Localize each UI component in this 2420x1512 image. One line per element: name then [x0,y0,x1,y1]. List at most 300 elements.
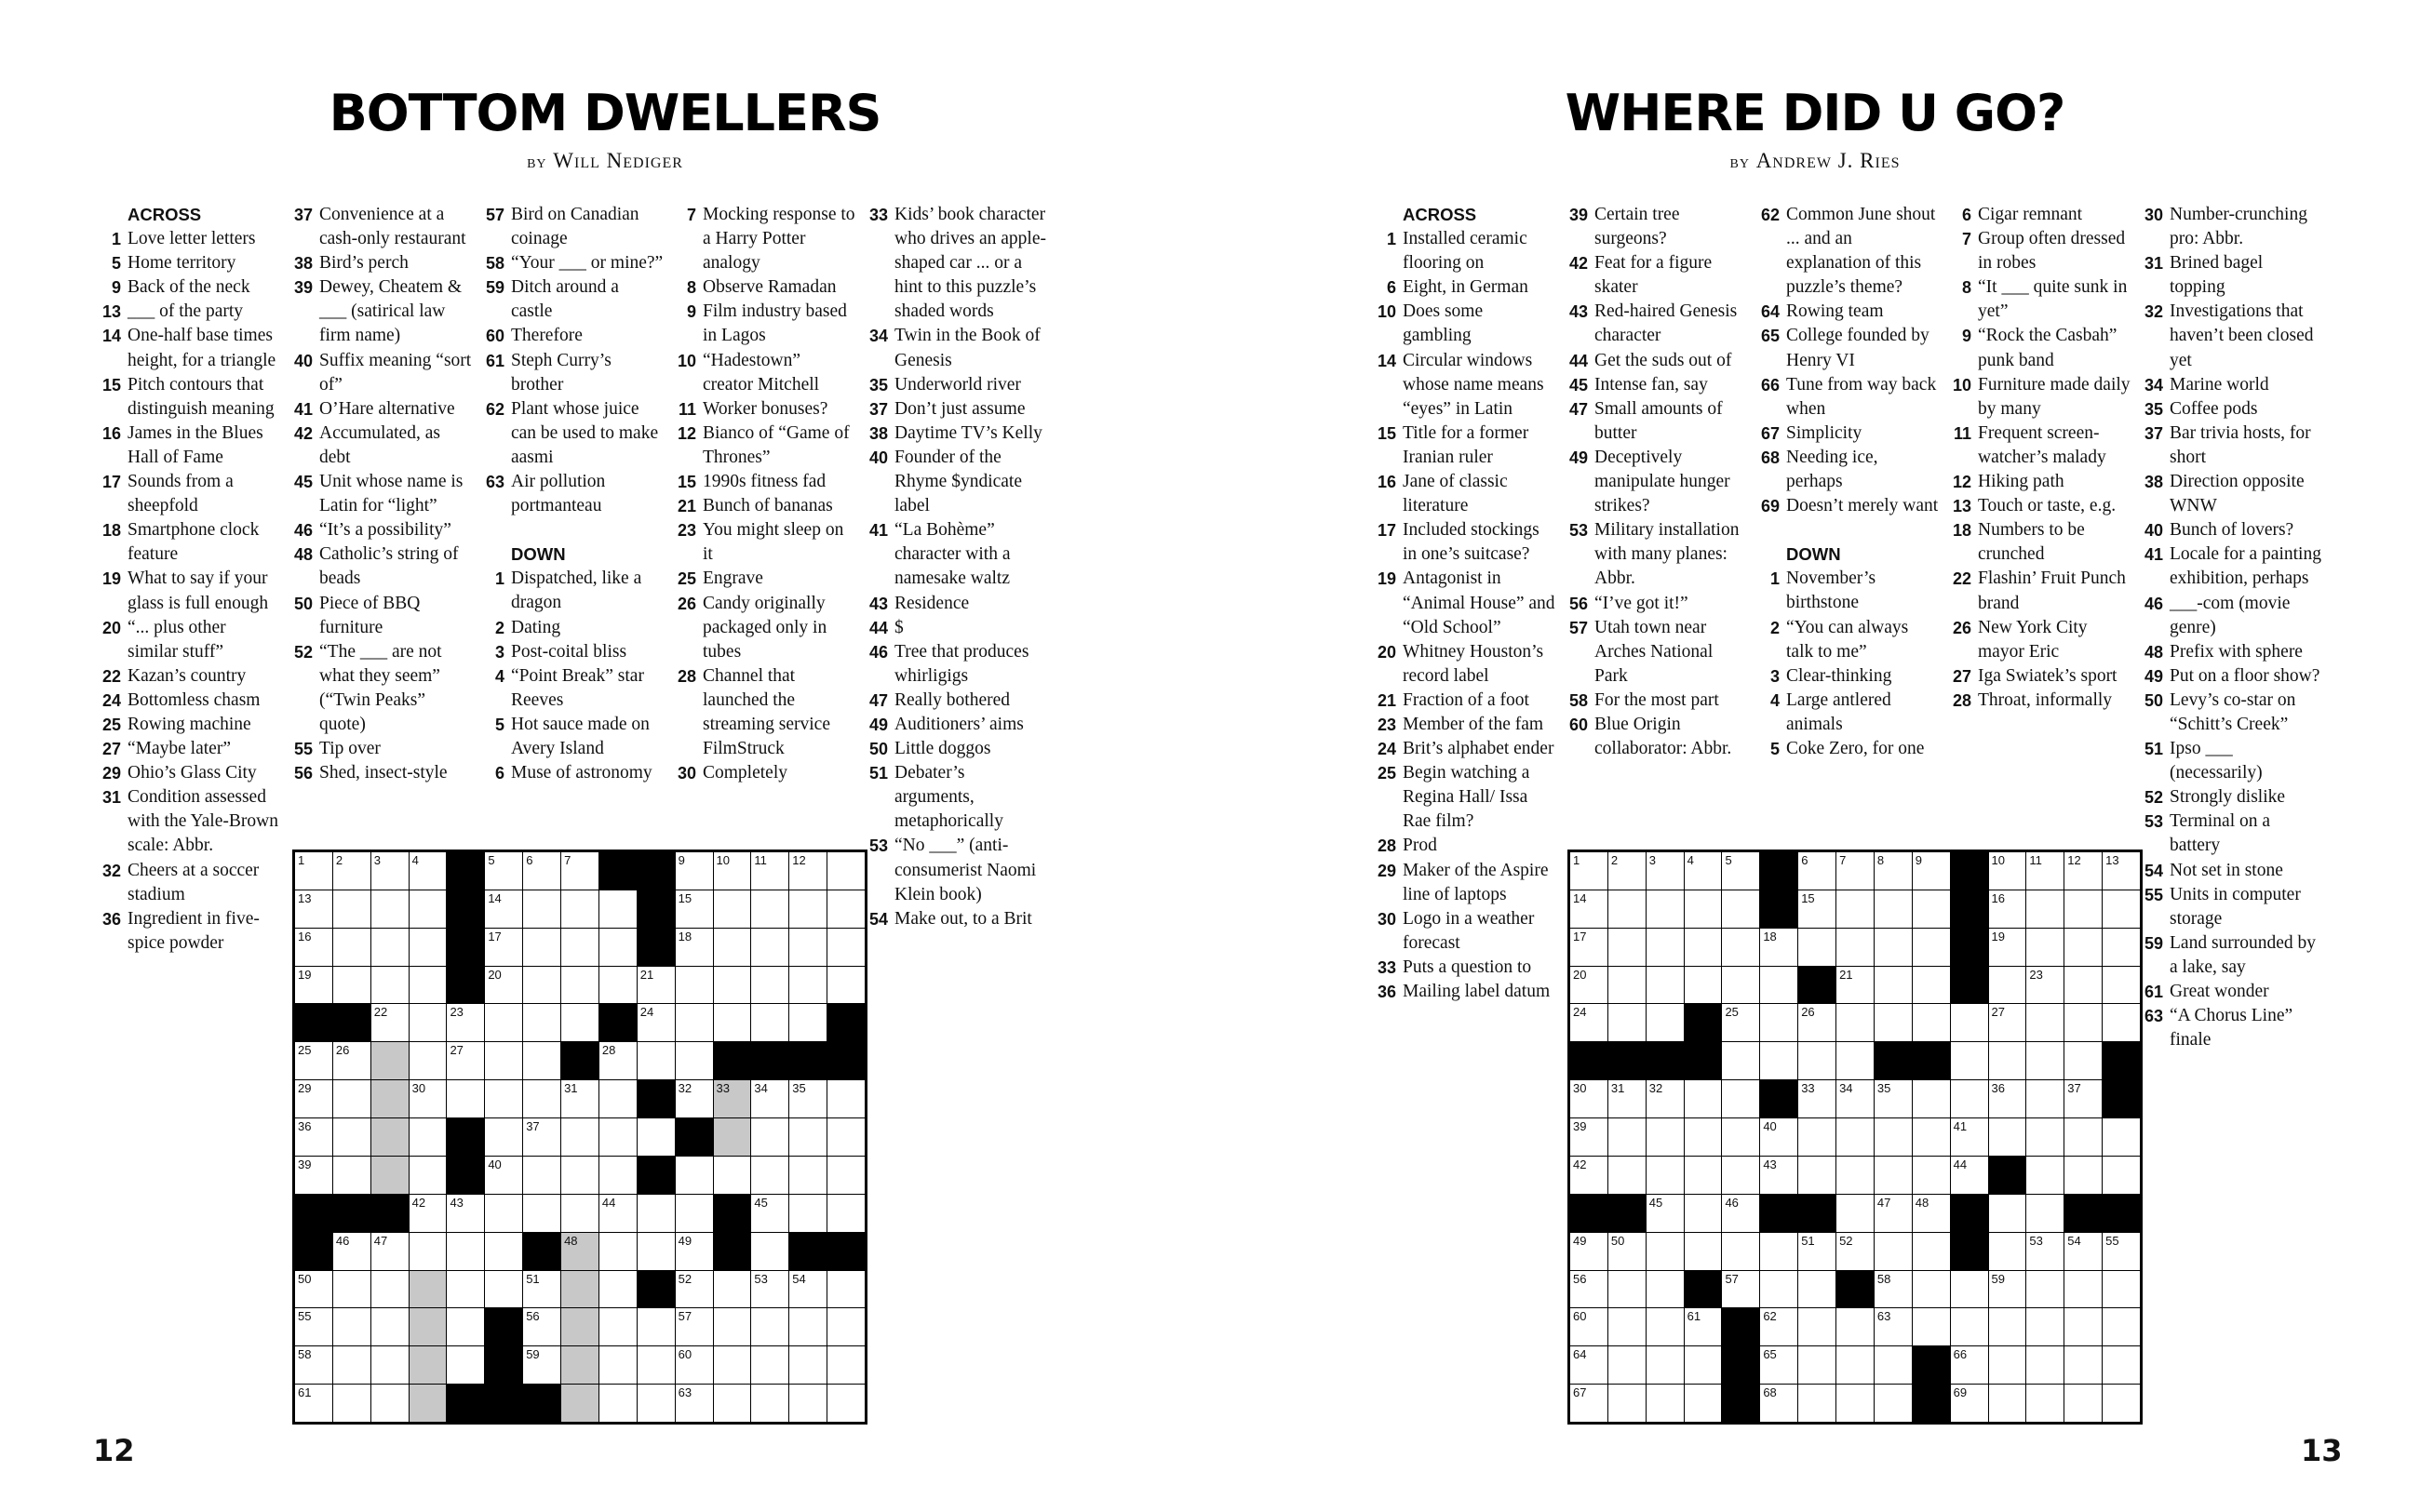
clue [1365,689,1555,713]
clue [2131,640,2322,664]
grid-cell [1760,1308,1797,1345]
clue [1940,421,2131,470]
clue-text: Tip over [319,739,381,759]
clue-text: “Rock the Casbah” punk band [1978,326,2118,370]
clue-text: Steph Curry’s brother [511,350,612,395]
grid-cell [789,967,827,1004]
cell-number: 48 [1915,1195,1929,1210]
black-square [827,1042,865,1079]
cell-number: 29 [298,1081,312,1096]
cell-number: 44 [601,1195,616,1210]
cell-number: 15 [1801,890,1815,905]
clue [856,834,1047,906]
clue-text: Kids’ book character who drives an apple-shaped car ... or a hint to this puzzle’s shaded words [894,205,1046,322]
clue [473,324,664,348]
clue-number: 26 [677,594,696,613]
clue [1365,300,1555,348]
cell-number: 28 [601,1043,616,1058]
grid-cell [1989,1042,2026,1079]
black-square [1722,1385,1759,1422]
cell-number: 4 [411,853,419,867]
grid-cell [523,1042,560,1079]
black-square [1722,1308,1759,1345]
grid-cell [676,929,713,966]
clue [1365,761,1555,834]
puzzle-title: BOTTOM DWELLERS [329,84,881,142]
clue-text: Put on a floor show? [2170,665,2320,686]
grid-cell [1875,1385,1912,1422]
clue-number: 9 [1961,327,1971,346]
cell-number: 51 [526,1271,540,1286]
black-square [2064,1195,2102,1232]
cell-number: 68 [1763,1385,1777,1400]
cell-number: 34 [1839,1081,1853,1096]
black-square [447,1118,484,1156]
grid-cell [751,1346,788,1384]
grid-cell [827,1118,865,1156]
cell-number: 9 [1915,853,1923,867]
grid-cell [1685,929,1722,966]
grid-cell [485,1233,522,1270]
clue-text: “I’ve got it!” [1594,593,1688,613]
clue [856,421,1047,446]
clue-number: 19 [101,569,121,589]
black-square [638,890,675,928]
clue-text: Condition assessed with the Yale-Brown scale: Abbr. [128,787,278,856]
cell-number: 42 [1573,1157,1587,1171]
grid-cell [1875,1271,1912,1308]
clue-text: Touch or taste, e.g. [1978,496,2117,516]
clue [665,518,855,567]
clue [89,737,280,761]
grid-cell [561,929,598,966]
clue [473,761,664,785]
clue [2131,203,2322,251]
clue-number: 14 [101,327,121,346]
clue-column [665,203,855,785]
cell-number: 62 [1763,1309,1777,1324]
grid-cell [2103,929,2140,966]
grid-cell [1989,967,2026,1004]
cell-number: 31 [564,1081,578,1096]
clue-text: Direction opposite WNW [2170,472,2305,516]
clue-column [1365,203,1555,1004]
grid-cell [1722,967,1759,1004]
grid-cell [676,890,713,928]
grid-cell [827,967,865,1004]
grid-cell [638,1042,675,1079]
grid-cell [714,1080,751,1117]
black-square [676,1118,713,1156]
grid-cell [751,967,788,1004]
clue-text: Ditch around a castle [511,277,619,322]
grid-cell [485,1195,522,1232]
grid-cell [2064,1233,2102,1270]
black-square [599,852,637,890]
clue [1556,689,1747,713]
black-square [751,1042,788,1079]
clue [1940,494,2131,518]
black-square [523,1233,560,1270]
cell-number: 49 [678,1233,692,1248]
clue-text: Bird on Canadian coinage [511,205,639,249]
cell-number: 30 [1573,1081,1587,1096]
clue [473,349,664,397]
clue-text: Sounds from a sheepfold [128,472,234,516]
cell-number: 58 [1876,1271,1891,1286]
clue [1556,592,1747,616]
clue-number: 39 [293,278,313,298]
clue-number: 24 [1377,740,1396,759]
clue-text: Investigations that haven’t been closed yet [2170,301,2314,370]
grid-cell [371,1346,409,1384]
clue-text: James in the Blues Hall of Fame [128,422,263,467]
grid-cell [523,1080,560,1117]
grid-cell [714,890,751,928]
grid-cell [333,1385,370,1422]
cell-number: 36 [298,1119,312,1134]
grid-cell [1647,1308,1684,1345]
cell-number: 41 [1953,1119,1968,1134]
grid-cell [1570,1385,1607,1422]
clue-text: Catholic’s string of beads [319,544,459,589]
grid-cell [789,890,827,928]
clue-text: Engrave [703,569,763,589]
grid-cell [295,929,332,966]
cell-number: 1 [298,853,305,867]
clue-number: 60 [1568,715,1588,734]
puzzle-title: WHERE DID U GO? [1565,84,2065,142]
grid-cell [1836,852,1874,890]
clue-number: 66 [1760,375,1780,395]
grid-cell [599,1346,637,1384]
cell-number: 9 [678,853,685,867]
grid-cell [410,1195,447,1232]
clue-number: 37 [2144,423,2163,443]
grid-cell [2103,1346,2140,1384]
clue-number: 52 [2144,788,2163,808]
grid-cell [1989,1080,2026,1117]
grid-cell [1836,1195,1874,1232]
grid-cell [1608,1271,1646,1308]
grid-cell [333,1308,370,1345]
grid-cell [2026,1080,2064,1117]
clue-text: Mailing label datum [1403,982,1551,1001]
clue [665,592,855,664]
cell-number: 53 [754,1271,768,1286]
clue [1365,349,1555,421]
clue-column [2131,203,2322,1052]
cell-number: 10 [1991,853,2005,867]
clue-text: Clear-thinking [1786,665,1892,686]
grid-cell [523,852,560,890]
clue [2131,518,2322,542]
black-square [1798,967,1835,1004]
clue [1748,324,1939,372]
clue-text: Feat for a figure skater [1594,253,1713,298]
grid-cell [410,1308,447,1345]
clue-text: Candy originally packaged only in tubes [703,593,827,662]
grid-cell [789,929,827,966]
clue-number: 1 [111,230,121,249]
clue [89,227,280,251]
black-square [295,1195,332,1232]
cell-number: 2 [1610,853,1619,867]
cell-number: 6 [526,853,533,867]
grid-cell [333,967,370,1004]
cell-number: 18 [678,929,692,943]
clue-text: ___-com (movie genre) [2170,593,2291,637]
clue-text: Prefix with sphere [2170,641,2303,662]
grid-cell [1608,1004,1646,1041]
clue [1365,567,1555,639]
clue [1748,689,1939,737]
grid-cell [1913,1308,1950,1345]
cell-number: 58 [298,1347,312,1362]
clue-text: Begin watching a Regina Hall/ Issa Rae film? [1403,763,1530,832]
clue [2131,592,2322,640]
clue-number: 52 [293,642,313,662]
clue-number: 4 [494,666,504,686]
clue-text: Therefore [511,326,583,346]
clue-number: 10 [1377,302,1396,322]
grid-cell [371,1157,409,1194]
grid-cell [410,1271,447,1308]
clue-number: 46 [2144,594,2163,613]
grid-cell [676,1385,713,1422]
clue-number: 32 [2144,302,2163,322]
grid-cell [599,1042,637,1079]
clue-number: 45 [293,473,313,492]
clue-number: 67 [1760,423,1780,443]
black-square [485,1308,522,1345]
grid-cell [1722,929,1759,966]
clue-text: Does some gambling [1403,301,1484,346]
cell-number: 32 [678,1081,692,1096]
grid-cell [485,967,522,1004]
grid-cell [827,852,865,890]
clue-number: 49 [2144,666,2163,686]
grid-cell [1722,1004,1759,1041]
cell-number: 47 [373,1233,388,1248]
grid-cell [523,929,560,966]
grid-cell [789,852,827,890]
cell-number: 11 [754,853,767,867]
clue-text: Furniture made daily by many [1978,374,2131,419]
grid-cell [2103,1157,2140,1194]
clue [1365,470,1555,518]
clue-number: 17 [101,473,121,492]
cell-number: 54 [2067,1233,2081,1248]
clue-number: 24 [101,690,121,710]
clue [1556,203,1747,251]
clue [1748,446,1939,494]
clue [1940,275,2131,324]
black-square [1798,1195,1835,1232]
clue-number: 54 [868,909,888,929]
clue [89,251,280,275]
grid-cell [1685,1195,1722,1232]
clue [665,203,855,275]
grid-cell [2103,1118,2140,1156]
clue-text: What to say if your glass is full enough [128,569,269,613]
cell-number: 8 [1876,853,1885,867]
clue-text: Intense fan, say [1594,374,1708,395]
grid-cell [714,1004,751,1041]
clue [281,203,472,251]
grid-cell [371,1042,409,1079]
clue-text: Hiking path [1978,472,2064,492]
clue [2131,859,2322,883]
clue-text: Love letter letters [128,229,256,249]
grid-cell [371,1080,409,1117]
clue [665,470,855,494]
clue [1365,737,1555,761]
grid-cell [2064,890,2102,928]
page-number: 13 [2301,1433,2343,1468]
grid-cell [561,967,598,1004]
grid-cell [1875,1118,1912,1156]
grid-cell [1875,890,1912,928]
clue-text: Installed ceramic flooring on [1403,229,1527,274]
grid-cell [827,1271,865,1308]
cell-number: 44 [1953,1157,1968,1171]
grid-cell [371,1004,409,1041]
clue [473,567,664,615]
clue-text: You might sleep on it [703,520,844,565]
cell-number: 59 [1991,1271,2005,1286]
clue-number: 9 [686,302,696,322]
cell-number: 39 [1573,1119,1587,1134]
grid-cell [295,1385,332,1422]
clue [856,737,1047,761]
cell-number: 49 [1573,1233,1587,1248]
clue-number: 64 [1760,302,1780,322]
black-square [827,1004,865,1041]
grid-cell [638,1308,675,1345]
clue-number: 68 [1760,448,1780,467]
clue-text: Bianco of “Game of Thrones” [703,422,850,467]
grid-cell [2026,1271,2064,1308]
clue-number: 1 [494,569,504,589]
clue-number: 38 [868,423,888,443]
grid-cell [827,1346,865,1384]
clue [2131,737,2322,785]
clue-text: Accumulated, as debt [319,422,440,467]
grid-cell [2064,1080,2102,1117]
byline [0,149,1210,173]
grid-cell [1875,852,1912,890]
grid-cell [1685,1308,1722,1345]
grid-cell [1647,1233,1684,1270]
clue [2131,980,2322,1004]
clue-number: 30 [2144,206,2163,224]
clue [2131,1004,2322,1052]
clue-number: 1 [1386,230,1396,249]
clue-text: “It ___ quite sunk in yet” [1978,277,2128,322]
clue-column [281,203,472,785]
grid-cell [1798,1346,1835,1384]
grid-cell [1913,1271,1950,1308]
cell-number: 4 [1687,853,1694,867]
clue-text: “... plus other similar stuff” [128,617,226,662]
puzzle-page-right [1210,0,2420,1512]
clue-text: Dispatched, like a dragon [511,569,642,613]
grid-cell [371,1118,409,1156]
clue-text: Land surrounded by a lake, say [2170,932,2317,977]
clue-number: 1 [1769,569,1780,589]
grid-cell [333,1042,370,1079]
clue [1748,300,1939,324]
grid-cell [827,890,865,928]
clue-text: Small amounts of butter [1594,398,1723,443]
grid-cell [714,967,751,1004]
cell-number: 51 [1801,1233,1815,1248]
grid-cell [1836,890,1874,928]
clue-number: 53 [2144,812,2163,832]
grid-cell [599,1385,637,1422]
clue-number: 25 [101,715,121,734]
clue-column [473,203,664,785]
grid-cell [1875,1195,1912,1232]
grid-cell [599,929,637,966]
clue-number: 49 [868,715,888,734]
clue-number: 38 [293,254,313,274]
clue [89,664,280,689]
clue-number: 46 [293,521,313,541]
grid-cell [2064,929,2102,966]
black-square [1570,1042,1607,1079]
grid-cell [1836,1118,1874,1156]
clue-text: Whitney Houston’s record label [1403,641,1544,686]
grid-cell [1875,1004,1912,1041]
cell-number: 21 [639,967,654,982]
grid-cell [1647,1385,1684,1422]
clue-number: 50 [2144,690,2163,710]
clue-text: Plant whose juice can be used to make aasmi [511,398,659,467]
clue [856,761,1047,834]
cell-number: 14 [1573,890,1587,905]
grid-cell [789,1195,827,1232]
clue-number: 21 [677,497,696,516]
clue-number: 8 [1961,278,1971,298]
clue-section-heading: ACROSS [128,205,202,224]
clue [89,518,280,567]
clue-text: Bunch of bananas [703,496,833,516]
black-square [447,852,484,890]
grid-cell [1685,1233,1722,1270]
clue-text: Auditioners’ aims [894,714,1024,734]
clue-text: Brit’s alphabet ender [1403,739,1554,759]
cell-number: 13 [2105,853,2119,867]
clue-number: 6 [494,764,504,783]
clue [1940,689,2131,713]
grid-cell [410,1042,447,1079]
clue-number: 2 [1769,618,1780,637]
clue-number: 5 [494,715,504,734]
grid-cell [1951,1118,1988,1156]
grid-cell [371,967,409,1004]
black-square [561,1042,598,1079]
clue [281,542,472,591]
grid-cell [1836,1346,1874,1384]
cell-number: 52 [678,1271,692,1286]
clue-text: “The ___ are not what they seem” (“Twin Peaks” quote) [319,641,442,734]
clue [89,470,280,518]
clue-number: 58 [1568,690,1588,710]
clue-text: College founded by Henry VI [1786,326,1929,370]
clue [856,907,1047,931]
